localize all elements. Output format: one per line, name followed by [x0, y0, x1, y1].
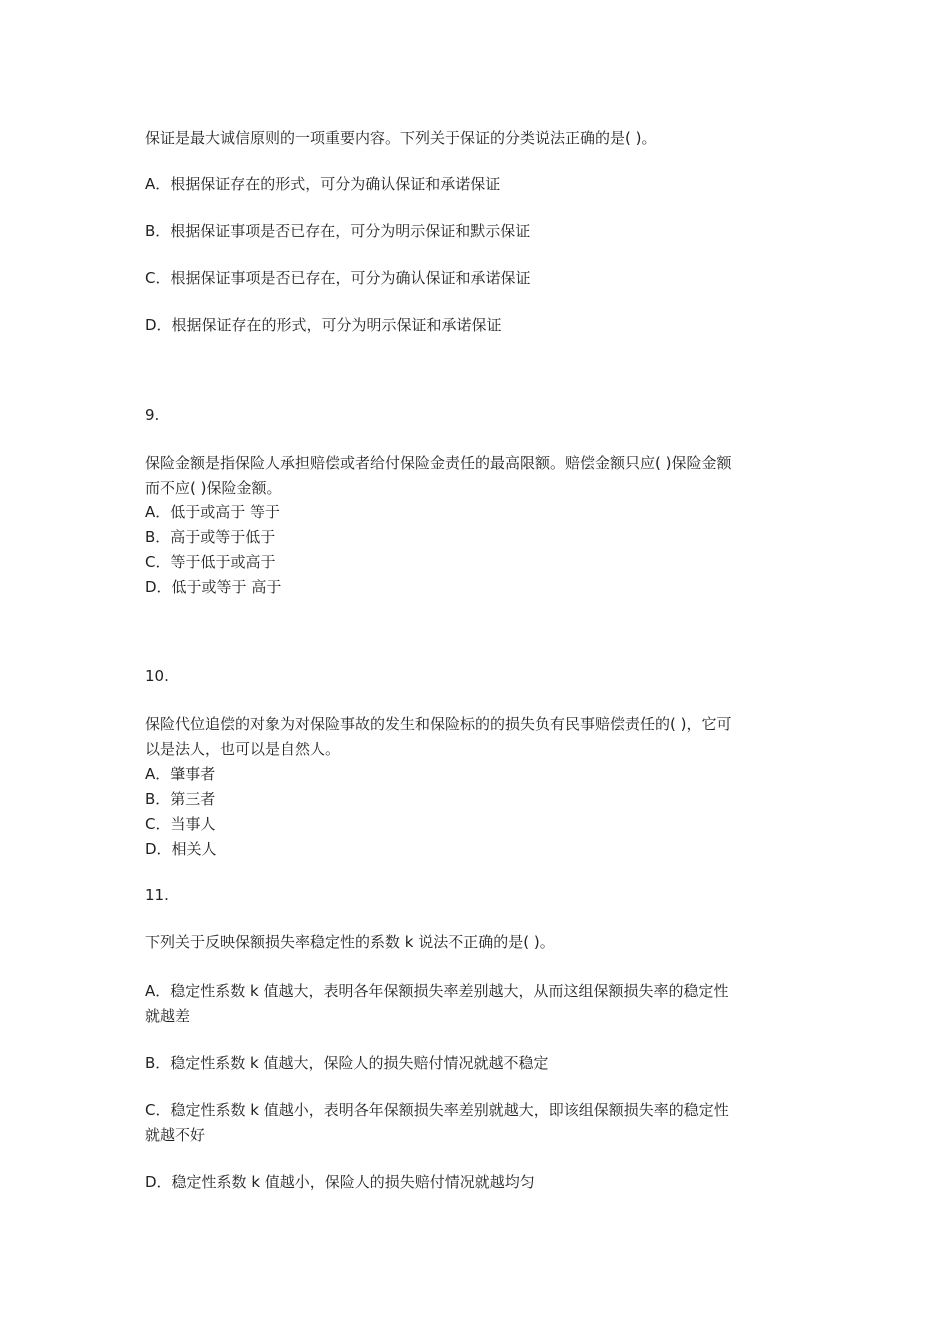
question-11-stem: 下列关于反映保额损失率稳定性的系数 k 说法不正确的是( )。: [145, 933, 555, 951]
question-10-option-a: A．肇事者: [145, 765, 216, 783]
question-10-option-b: B．第三者: [145, 790, 216, 808]
question-11-option-d: D．稳定性系数 k 值越小，保险人的损失赔付情况就越均匀: [145, 1173, 535, 1191]
question-11-option-c-line-2: 就越不好: [145, 1126, 206, 1144]
question-10-number: 10.: [145, 667, 169, 685]
question-9-option-b: B．高于或等于低于: [145, 528, 276, 546]
question-8-option-c: C．根据保证事项是否已存在，可分为确认保证和承诺保证: [145, 269, 531, 287]
question-9-stem-line-2: 而不应( )保险金额。: [145, 479, 282, 497]
question-10-option-c: C．当事人: [145, 815, 216, 833]
question-8-option-d: D．根据保证存在的形式，可分为明示保证和承诺保证: [145, 316, 502, 334]
question-11-option-a-line-1: A．稳定性系数 k 值越大，表明各年保额损失率差别越大，从而这组保额损失率的稳定性: [145, 982, 729, 1000]
question-11-option-a-line-2: 就越差: [145, 1007, 191, 1025]
question-10-stem-line-1: 保险代位追偿的对象为对保险事故的发生和保险标的的损失负有民事赔偿责任的( )，它可: [145, 715, 732, 733]
question-11-option-c-line-1: C．稳定性系数 k 值越小，表明各年保额损失率差别就越大，即该组保额损失率的稳定性: [145, 1101, 729, 1119]
question-9-number: 9.: [145, 406, 160, 424]
question-8-option-b: B．根据保证事项是否已存在，可分为明示保证和默示保证: [145, 222, 531, 240]
question-9-option-a: A．低于或高于 等于: [145, 503, 281, 521]
question-8-option-a: A．根据保证存在的形式，可分为确认保证和承诺保证: [145, 175, 501, 193]
question-11-option-b: B．稳定性系数 k 值越大，保险人的损失赔付情况就越不稳定: [145, 1054, 549, 1072]
question-10-option-d: D．相关人: [145, 840, 217, 858]
question-8-stem: 保证是最大诚信原则的一项重要内容。下列关于保证的分类说法正确的是( )。: [145, 129, 657, 147]
question-9-option-c: C．等于低于或高于: [145, 553, 276, 571]
question-10-stem-line-2: 以是法人，也可以是自然人。: [145, 740, 341, 758]
question-9-stem-line-1: 保险金额是指保险人承担赔偿或者给付保险金责任的最高限额。赔偿金额只应( )保险金额: [145, 454, 732, 472]
question-11-number: 11.: [145, 886, 169, 904]
question-9-option-d: D．低于或等于 高于: [145, 578, 282, 596]
